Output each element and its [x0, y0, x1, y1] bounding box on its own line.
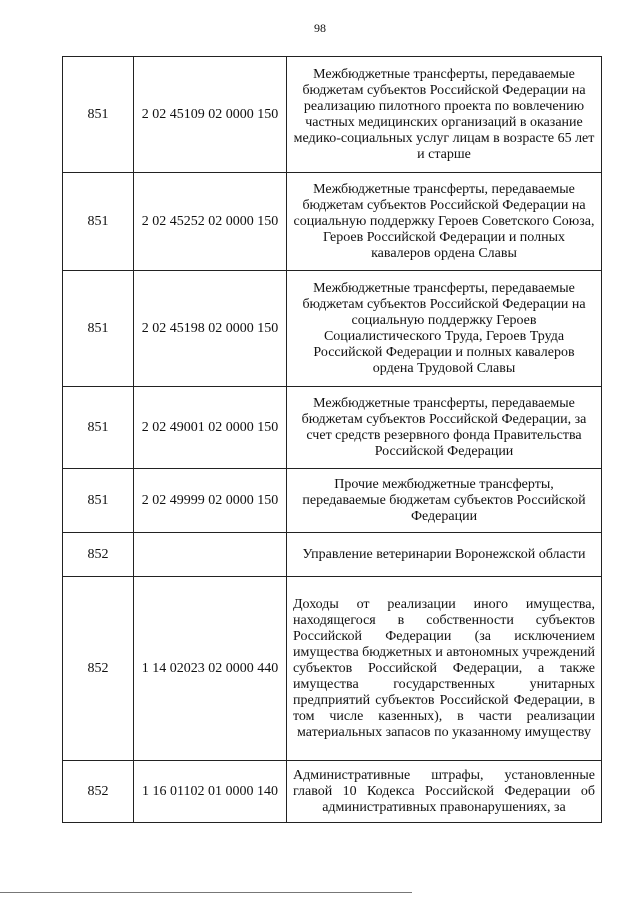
budget-code-cell: 2 02 49999 02 0000 150 — [134, 469, 287, 533]
budget-code-cell: 2 02 49001 02 0000 150 — [134, 387, 287, 469]
revenue-name-cell: Межбюджетные трансферты, передаваемые бюджетам субъектов Российской Федерации на социальную поддержку Героев Социалистического Труда, Героев Труда Российской Федерации и полных кавалеров ордена Трудовой Славы — [287, 271, 602, 387]
budget-codes-table — [62, 56, 602, 823]
table-row — [63, 761, 602, 823]
revenue-name-cell: Доходы от реализации иного имущества, находящегося в собственности субъектов Российской Федерации (за исключением имущества бюджетных и автономных учреждений субъектов Российской Федерации, а также имущества государственных унитарных предприятий субъектов Российской Федерации, в том числе казенных), в части реализации материальных запасов по указанному имуществу — [287, 577, 602, 761]
admin-code-cell: 851 — [63, 173, 134, 271]
table-row — [63, 173, 602, 271]
admin-code-cell: 851 — [63, 469, 134, 533]
table-row — [63, 387, 602, 469]
budget-code-cell: 2 02 45109 02 0000 150 — [134, 57, 287, 173]
admin-code-cell: 852 — [63, 533, 134, 577]
budget-code-cell: 1 16 01102 01 0000 140 — [134, 761, 287, 823]
revenue-name-cell: Управление ветеринарии Воронежской области — [287, 533, 602, 577]
budget-code-cell: 2 02 45198 02 0000 150 — [134, 271, 287, 387]
admin-code-cell: 851 — [63, 387, 134, 469]
table-row — [63, 57, 602, 173]
revenue-name-cell: Межбюджетные трансферты, передаваемые бюджетам субъектов Российской Федерации, за счет средств резервного фонда Правительства Российской Федерации — [287, 387, 602, 469]
admin-code-cell: 852 — [63, 761, 134, 823]
admin-code-cell: 852 — [63, 577, 134, 761]
budget-code-cell: 2 02 45252 02 0000 150 — [134, 173, 287, 271]
table-row — [63, 271, 602, 387]
budget-code-cell — [134, 533, 287, 577]
table-row — [63, 469, 602, 533]
admin-code-cell: 851 — [63, 57, 134, 173]
revenue-name-cell: Прочие межбюджетные трансферты, передаваемые бюджетам субъектов Российской Федерации — [287, 469, 602, 533]
budget-code-cell: 1 14 02023 02 0000 440 — [134, 577, 287, 761]
table-row — [63, 533, 602, 577]
admin-code-cell: 851 — [63, 271, 134, 387]
revenue-name-cell: Межбюджетные трансферты, передаваемые бюджетам субъектов Российской Федерации на социальную поддержку Героев Советского Союза, Героев Российской Федерации и полных кавалеров ордена Славы — [287, 173, 602, 271]
revenue-name-cell: Административные штрафы, установленные главой 10 Кодекса Российской Федерации об административных правонарушениях, за — [287, 761, 602, 823]
revenue-name-cell: Межбюджетные трансферты, передаваемые бюджетам субъектов Российской Федерации на реализацию пилотного проекта по вовлечению частных медицинских организаций в оказание медико-социальных услуг лицам в возрасте 65 лет и старше — [287, 57, 602, 173]
table-row — [63, 577, 602, 761]
footnote-divider — [0, 892, 412, 893]
page-number: 98 — [314, 21, 326, 35]
